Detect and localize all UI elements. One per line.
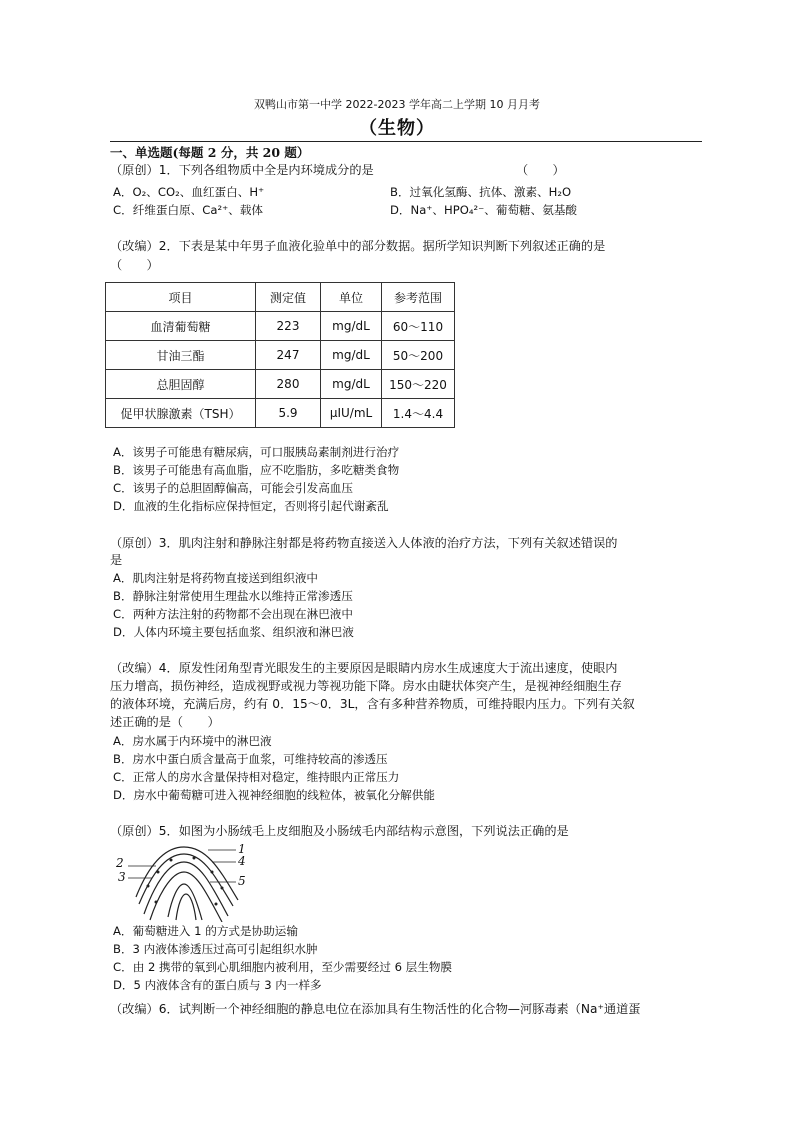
- exam-title: 双鸭山市第一中学 2022-2023 学年高二上学期 10 月月考: [254, 98, 540, 111]
- q1-stem: （原创）1．下列各组物质中全是内环境成分的是: [110, 163, 374, 177]
- q5-option-a: A．葡萄糖进入 1 的方式是协助运输: [113, 924, 298, 938]
- subject-title: （生物）: [359, 118, 435, 139]
- q1-option-a: A．O₂、CO₂、血红蛋白、H⁺: [113, 185, 265, 199]
- table-row: [106, 341, 455, 370]
- q1-option-c: C．纤维蛋白原、Ca²⁺、载体: [113, 203, 264, 217]
- table-cell: 5.9: [256, 399, 321, 428]
- table-cell: 总胆固醇: [106, 370, 256, 399]
- q4-option-a: A．房水属于内环境中的淋巴液: [113, 734, 272, 748]
- table-cell: mg/dL: [321, 370, 382, 399]
- q3-option-c: C．两种方法注射的药物都不会出现在淋巴液中: [113, 607, 353, 621]
- table-row: [106, 312, 455, 341]
- diagram-label-2: 2: [116, 856, 124, 870]
- section-heading: 一、单选题(每题 2 分，共 20 题）: [110, 145, 310, 160]
- q5-stem: （原创）5．如图为小肠绒毛上皮细胞及小肠绒毛内部结构示意图，下列说法正确的是: [110, 824, 569, 838]
- diagram-label-3: 3: [118, 870, 126, 884]
- diagram-label-4: 4: [238, 854, 246, 868]
- q2-option-b: B．该男子可能患有高血脂，应不吃脂肪，多吃糖类食物: [113, 463, 400, 477]
- diagram-label-1: 1: [238, 842, 246, 856]
- q1-option-d: D．Na⁺、HPO₄²⁻、葡萄糖、氨基酸: [390, 203, 578, 217]
- q2-option-c: C．该男子的总胆固醇偏高，可能会引发高血压: [113, 481, 353, 495]
- q4-option-b: B．房水中蛋白质含量高于血浆，可维持较高的渗透压: [113, 752, 388, 766]
- table-cell: 50～200: [382, 341, 455, 370]
- table-cell: 60～110: [382, 312, 455, 341]
- table-row: [106, 370, 455, 399]
- blood-test-table: [105, 282, 455, 428]
- table-header-cell: 测定值: [256, 283, 321, 312]
- table-cell: 促甲状腺激素（TSH）: [106, 399, 256, 428]
- villus-diagram: [116, 842, 256, 926]
- table-cell: 甘油三酯: [106, 341, 256, 370]
- q6-stem: （改编）6．试判断一个神经细胞的静息电位在添加具有生物活性的化合物—河豚毒素（Na⁺通道蛋: [110, 1002, 641, 1016]
- table-header-cell: 参考范围: [382, 283, 455, 312]
- diagram-label-5: 5: [238, 874, 246, 888]
- table-header-cell: 项目: [106, 283, 256, 312]
- q3-option-b: B．静脉注射常使用生理盐水以维持正常渗透压: [113, 589, 353, 603]
- table-cell: 1.4～4.4: [382, 399, 455, 428]
- q3-stem-line1: （原创）3．肌肉注射和静脉注射都是将药物直接送入人体液的治疗方法，下列有关叙述错误的: [110, 536, 618, 550]
- table-cell: 150～220: [382, 370, 455, 399]
- header-divider: [110, 141, 702, 142]
- table-row: [106, 399, 455, 428]
- table-cell: 247: [256, 341, 321, 370]
- q5-option-d: D．5 内液体含有的蛋白质与 3 内一样多: [113, 978, 322, 992]
- q5-option-b: B．3 内液体渗透压过高可引起组织水肿: [113, 942, 318, 956]
- q1-option-b: B．过氧化氢酶、抗体、激素、H₂O: [390, 185, 572, 199]
- q2-blank: （ ）: [110, 258, 159, 272]
- q4-option-c: C．正常人的房水含量保持相对稳定，维持眼内正常压力: [113, 770, 400, 784]
- table-cell: mg/dL: [321, 312, 382, 341]
- q4-stem-line2: 压力增高，损伤神经，造成视野或视力等视功能下降。房水由睫状体突产生，是视神经细胞生存: [110, 679, 622, 693]
- q2-option-d: D．血液的生化指标应保持恒定，否则将引起代谢紊乱: [113, 499, 389, 513]
- q3-option-a: A．肌肉注射是将药物直接送到组织液中: [113, 571, 319, 585]
- q2-option-a: A．该男子可能患有糖尿病，可口服胰岛素制剂进行治疗: [113, 445, 400, 459]
- q3-option-d: D．人体内环境主要包括血浆、组织液和淋巴液: [113, 625, 354, 639]
- q4-stem-line4: 述正确的是（ ）: [110, 715, 220, 729]
- q5-option-c: C．由 2 携带的氧到心肌细胞内被利用，至少需要经过 6 层生物膜: [113, 960, 453, 974]
- table-cell: 223: [256, 312, 321, 341]
- table-cell: 280: [256, 370, 321, 399]
- table-header-cell: 单位: [321, 283, 382, 312]
- q1-blank: （ ）: [516, 163, 565, 177]
- q3-stem-line2: 是: [110, 553, 123, 567]
- q4-stem-line3: 的液体环境，充满后房，约有 0．15～0．3L，含有多种营养物质，可维持眼内压力。下列有关叙: [110, 697, 635, 711]
- table-header-row: [106, 283, 455, 312]
- q4-stem-line1: （改编）4．原发性闭角型青光眼发生的主要原因是眼睛内房水生成速度大于流出速度，使眼内: [110, 661, 618, 675]
- table-cell: mg/dL: [321, 341, 382, 370]
- table-cell: μIU/mL: [321, 399, 382, 428]
- table-cell: 血清葡萄糖: [106, 312, 256, 341]
- q4-option-d: D．房水中葡萄糖可进入视神经细胞的线粒体，被氧化分解供能: [113, 788, 435, 802]
- q2-stem: （改编）2．下表是某中年男子血液化验单中的部分数据。据所学知识判断下列叙述正确的是: [110, 239, 606, 253]
